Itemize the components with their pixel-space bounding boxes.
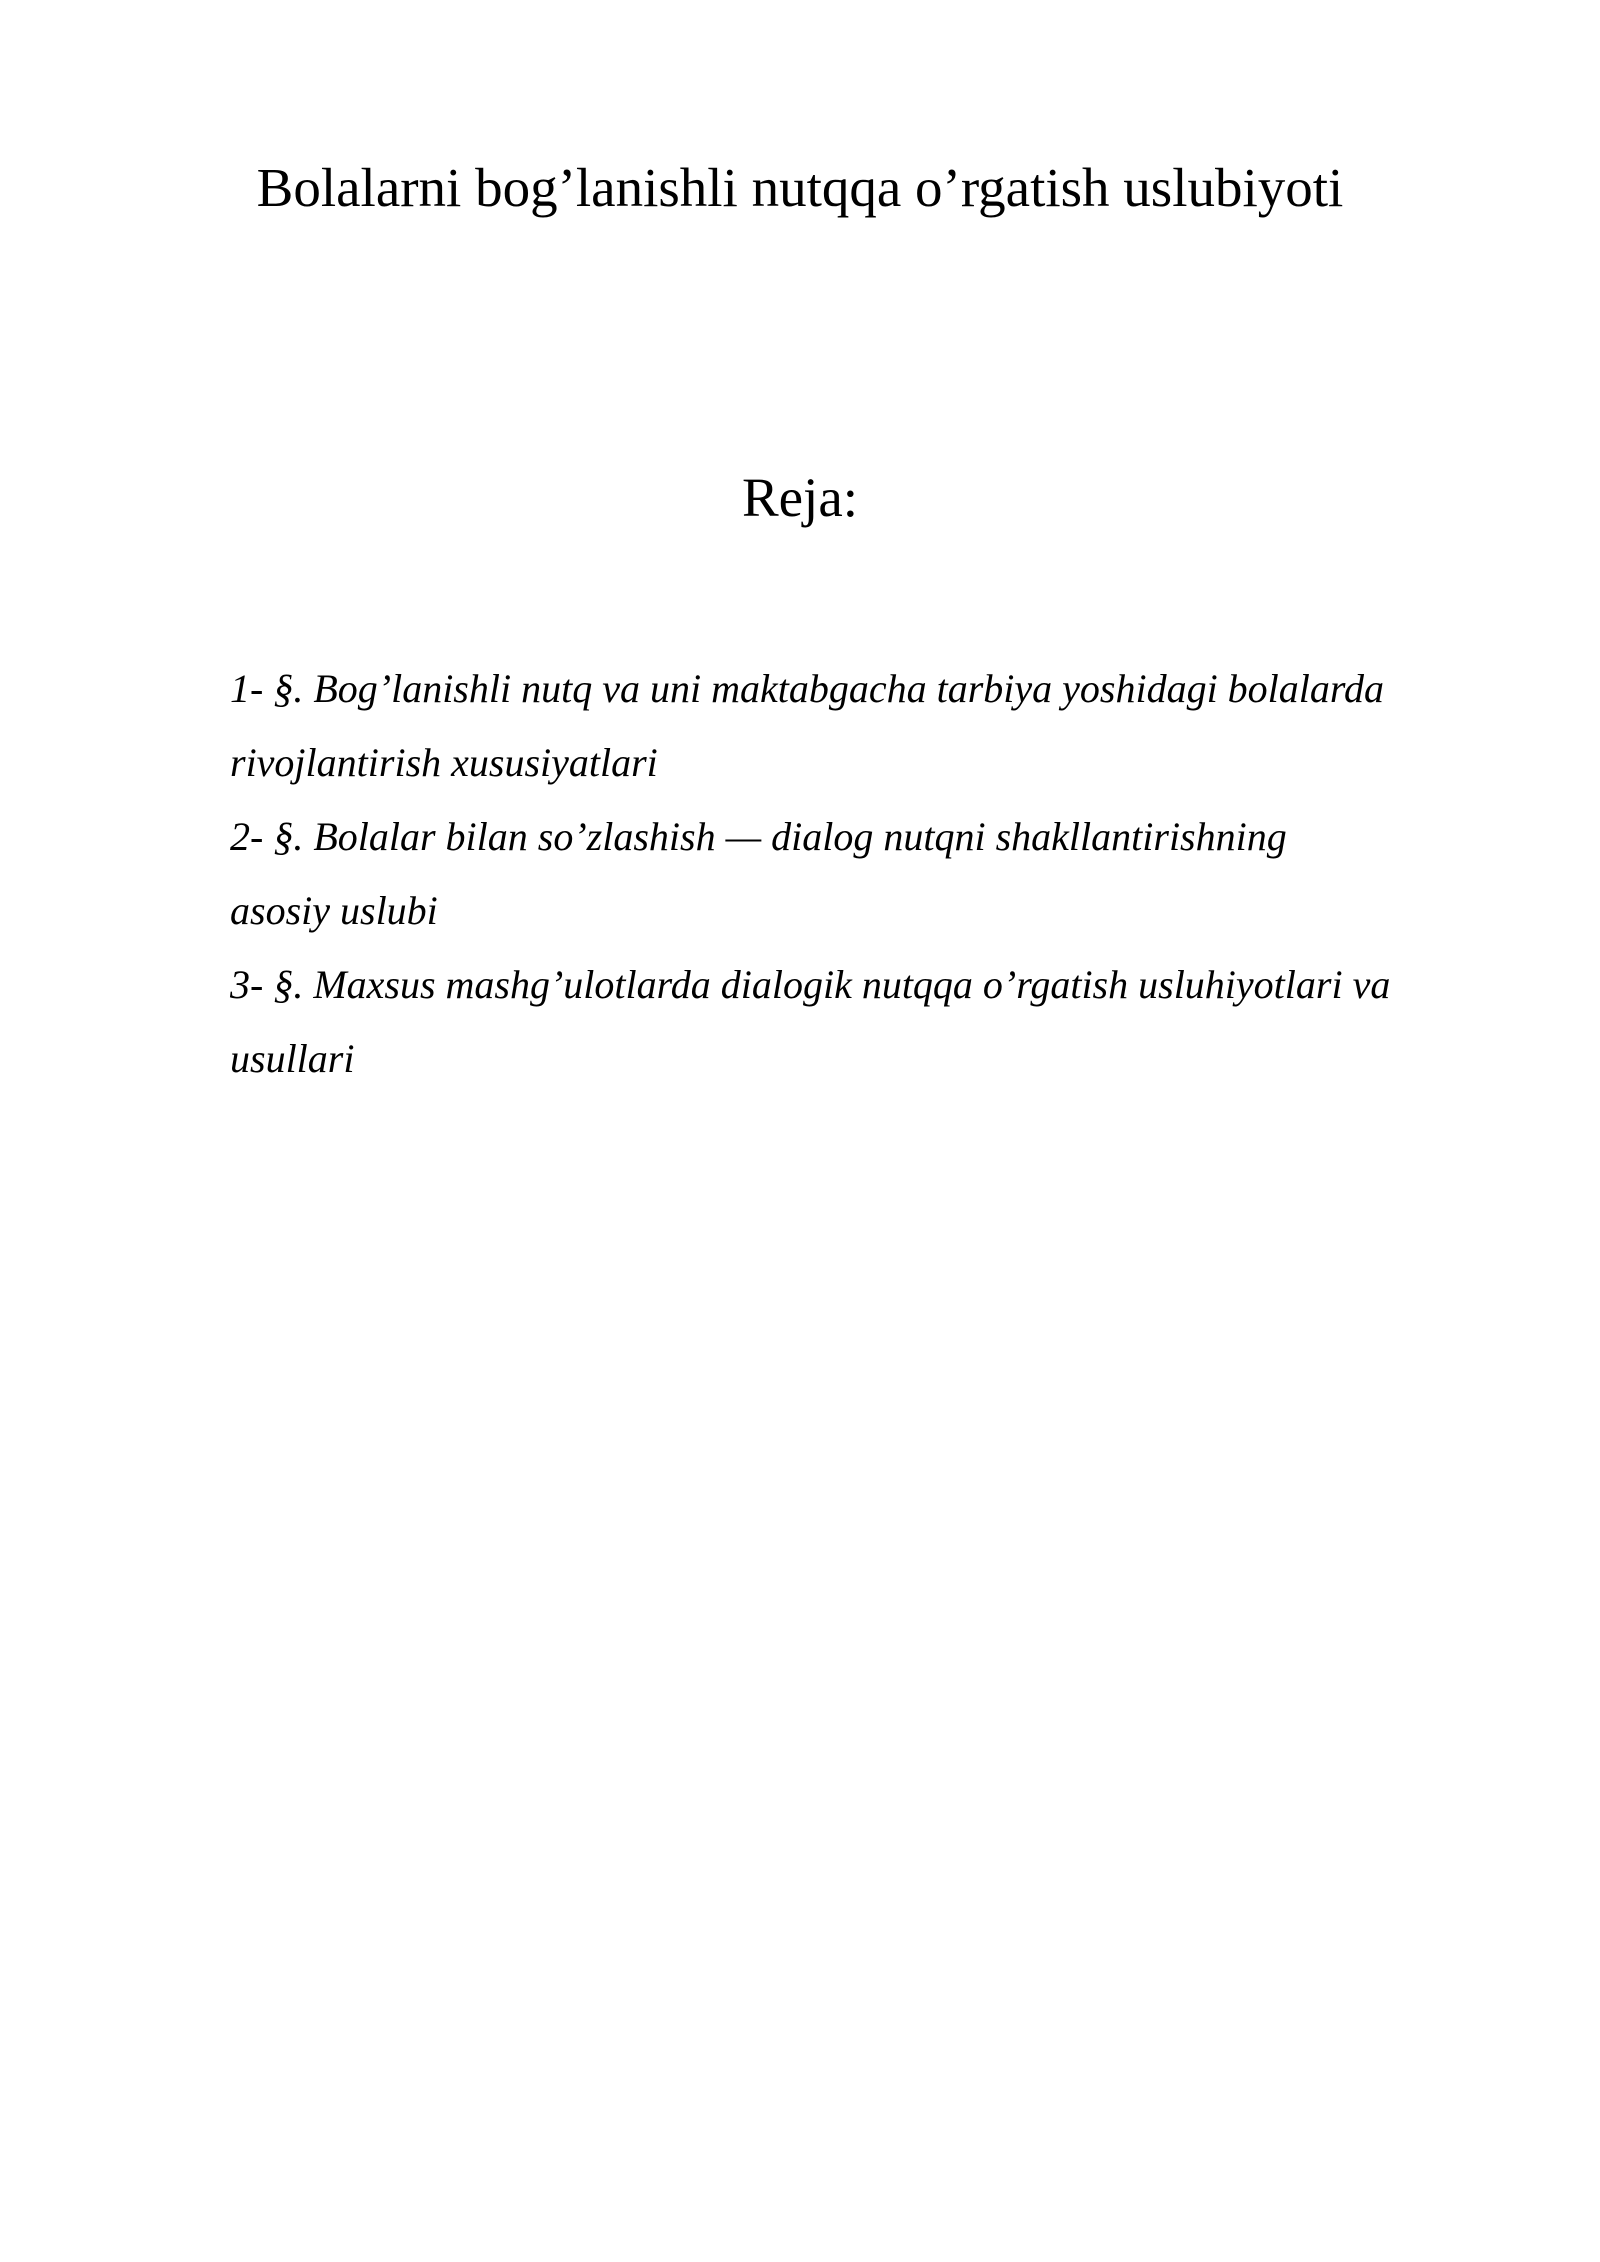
plan-item-3-line-2: usullari — [230, 1036, 355, 1081]
plan-item-3-line-1: 3- §. Maxsus mashg’ulotlarda dialogik nutqqa o’rgatish usluhiyotlari va — [230, 962, 1391, 1007]
plan-item-3 — [230, 948, 1530, 1096]
plan-item-2-line-1: 2- §. Bolalar bilan so’zlashish — dialog nutqni shakllantirishning — [230, 814, 1287, 859]
plan-heading: Reja: — [741, 467, 859, 528]
plan-item-1-line-1: 1- §. Bog’lanishli nutq va uni maktabgacha tarbiya yoshidagi bolalarda — [230, 666, 1384, 711]
document-title: Bolalarni bog’lanishli nutqqa o’rgatish uslubiyoti — [256, 157, 1344, 218]
plan-list — [230, 652, 1530, 1096]
plan-item-2 — [230, 800, 1530, 948]
plan-item-2-line-2: asosiy uslubi — [230, 888, 438, 933]
plan-item-1 — [230, 652, 1530, 800]
plan-item-1-line-2: rivojlantirish xususiyatlari — [230, 740, 658, 785]
